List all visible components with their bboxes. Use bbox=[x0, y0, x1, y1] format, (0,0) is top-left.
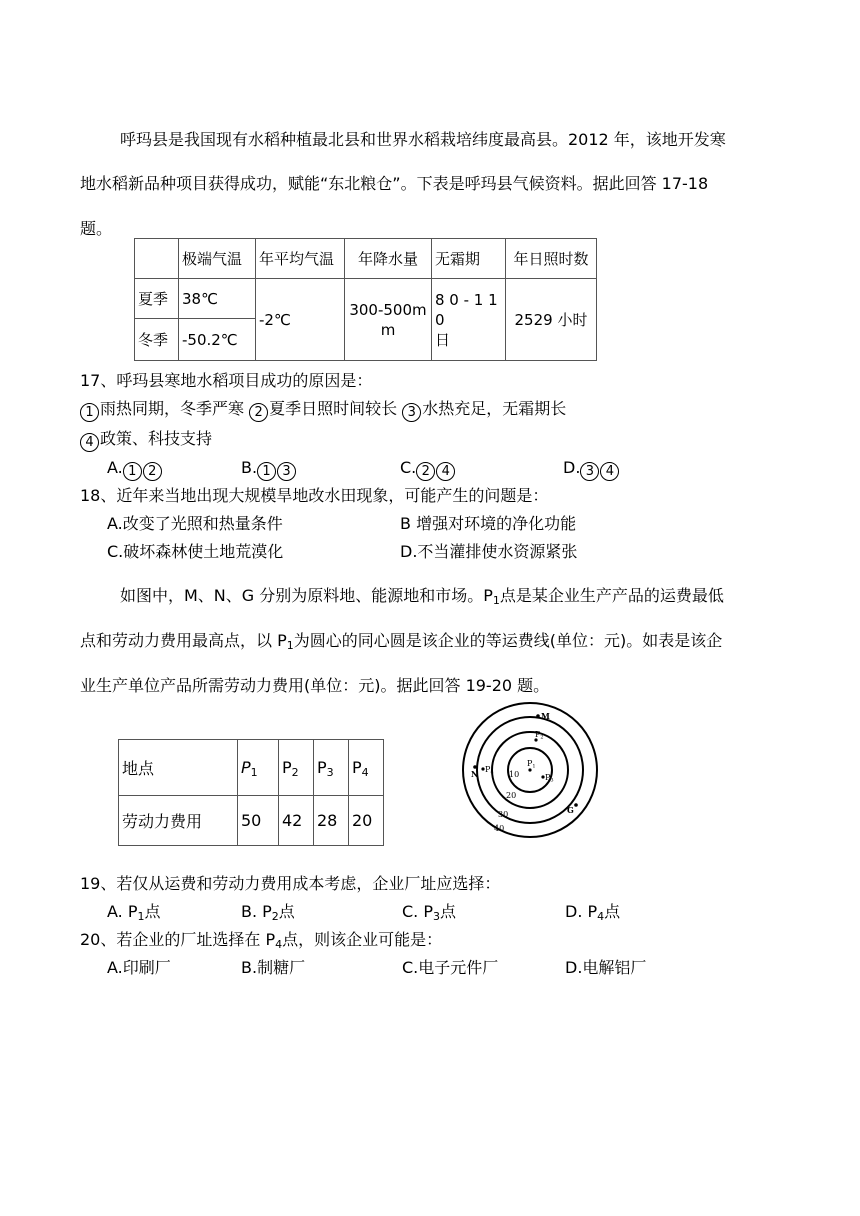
point-p3-label: P3 bbox=[545, 773, 554, 784]
q18-option-d: D.不当灌排使水资源紧张 bbox=[400, 542, 578, 561]
q17-option-b: B. 1 3 bbox=[241, 458, 297, 481]
winter-extreme: -50.2℃ bbox=[179, 319, 256, 361]
q17-option-d: D. 3 4 bbox=[563, 458, 620, 481]
climate-table bbox=[134, 238, 597, 361]
labor-header-p1: $P_1$ bbox=[238, 740, 279, 796]
labor-value-p4: 20 bbox=[349, 796, 384, 846]
circled-number: 2 bbox=[249, 403, 268, 422]
passage2-line1: 如图中，M、N、G 分别为原料地、能源地和市场。$P_1$点是某企业生产产品的运费最低 bbox=[120, 586, 724, 607]
point-m-label: M bbox=[541, 711, 550, 721]
point-g-label: G bbox=[567, 805, 574, 815]
labor-cost-table bbox=[118, 739, 384, 846]
labor-value-p2: 42 bbox=[279, 796, 314, 846]
q20-option-d: D.电解铝厂 bbox=[565, 958, 647, 977]
q19-option-b: B. $P_2$点 bbox=[241, 902, 295, 923]
q19-option-a: A. $P_1$点 bbox=[107, 902, 161, 923]
passage2-line2: 点和劳动力费用最高点，以 $P_1$为圆心的同心圆是该企业的等运费线(单位：元)。如表是该企 bbox=[80, 631, 723, 652]
q17-stem: 17、呼玛县寒地水稻项目成功的原因是： bbox=[80, 371, 373, 390]
passage1-line1: 呼玛县是我国现有水稻种植最北县和世界水稻栽培纬度最高县。2012 年，该地开发寒 bbox=[120, 130, 726, 149]
q17-option-a: A. 1 2 bbox=[107, 458, 163, 481]
q18-option-a: A.改变了光照和热量条件 bbox=[107, 514, 283, 533]
ring-label-30: 30 bbox=[498, 810, 509, 819]
circled-number: 4 bbox=[80, 433, 99, 452]
point-n-label: N bbox=[471, 769, 479, 779]
point-p1-dot bbox=[528, 768, 531, 771]
circled-number: 1 bbox=[80, 403, 99, 422]
q18-stem: 18、近年来当地出现大规模旱地改水田现象，可能产生的问题是： bbox=[80, 486, 549, 505]
ring-label-20: 20 bbox=[506, 791, 517, 800]
climate-header-avg: 年平均气温 bbox=[256, 239, 345, 279]
q20-option-a: A.印刷厂 bbox=[107, 958, 171, 977]
sunshine-hours: 2529 小时 bbox=[506, 279, 597, 361]
q20-stem: 20、若企业的厂址选择在 $P_4$点，则该企业可能是： bbox=[80, 930, 443, 951]
q19-stem: 19、若仅从运费和劳动力费用成本考虑，企业厂址应选择： bbox=[80, 874, 501, 893]
point-p1-label: P1 bbox=[527, 759, 536, 770]
labor-header-p4: $P_4$ bbox=[349, 740, 384, 796]
q17-option-c: C. 2 4 bbox=[400, 458, 456, 481]
q17-statements-row2: 4 政策、科技支持 bbox=[80, 426, 212, 452]
q19-option-d: D. $P_4$点 bbox=[565, 902, 621, 923]
summer-extreme: 38℃ bbox=[179, 279, 256, 319]
q18-option-c: C.破坏森林使土地荒漠化 bbox=[107, 542, 284, 561]
ring-label-10: 10 bbox=[509, 770, 520, 779]
circled-number: 3 bbox=[402, 403, 421, 422]
winter-label: 冬季 bbox=[135, 319, 179, 361]
labor-header-p3: $P_3$ bbox=[314, 740, 349, 796]
q20-option-c: C.电子元件厂 bbox=[402, 958, 499, 977]
climate-header-extreme: 极端气温 bbox=[179, 239, 256, 279]
climate-header-sunshine: 年日照时数 bbox=[506, 239, 597, 279]
q18-option-b: B 增强对环境的净化功能 bbox=[400, 514, 577, 533]
q19-option-c: C. $P_3$点 bbox=[402, 902, 457, 923]
summer-label: 夏季 bbox=[135, 279, 179, 319]
passage2-line3: 业生产单位产品所需劳动力费用(单位：元)。据此回答 19-20 题。 bbox=[80, 676, 550, 695]
passage1-line2: 地水稻新品种项目获得成功，赋能“东北粮仓”。下表是呼玛县气候资料。据此回答 17-18 bbox=[80, 174, 709, 193]
passage1-line3: 题。 bbox=[80, 219, 113, 238]
transport-cost-diagram bbox=[460, 702, 600, 842]
labor-header-p2: $P_2$ bbox=[279, 740, 314, 796]
frost-free-period: 8 0 - 1 1 0 日 bbox=[432, 279, 506, 361]
precipitation: 300-500m m bbox=[345, 279, 432, 361]
ring-label-40: 40 bbox=[494, 824, 505, 833]
point-p4-label: P4 bbox=[485, 765, 494, 776]
point-p2-label: P2 bbox=[535, 730, 544, 741]
avg-temp: -2℃ bbox=[256, 279, 345, 361]
labor-header-location: 地点 bbox=[119, 740, 238, 796]
q17-statements-row1: 1 雨热同期，冬季严寒 2 夏季日照时间较长 3 水热充足，无霜期长 bbox=[80, 396, 566, 422]
q20-option-b: B.制糖厂 bbox=[241, 958, 306, 977]
labor-value-p1: 50 bbox=[238, 796, 279, 846]
point-g-dot bbox=[574, 803, 578, 807]
labor-value-p3: 28 bbox=[314, 796, 349, 846]
labor-row-label: 劳动力费用 bbox=[119, 796, 238, 846]
climate-header-empty bbox=[135, 239, 179, 279]
climate-header-precip: 年降水量 bbox=[345, 239, 432, 279]
climate-header-frost: 无霜期 bbox=[432, 239, 506, 279]
point-m-dot bbox=[536, 714, 540, 718]
